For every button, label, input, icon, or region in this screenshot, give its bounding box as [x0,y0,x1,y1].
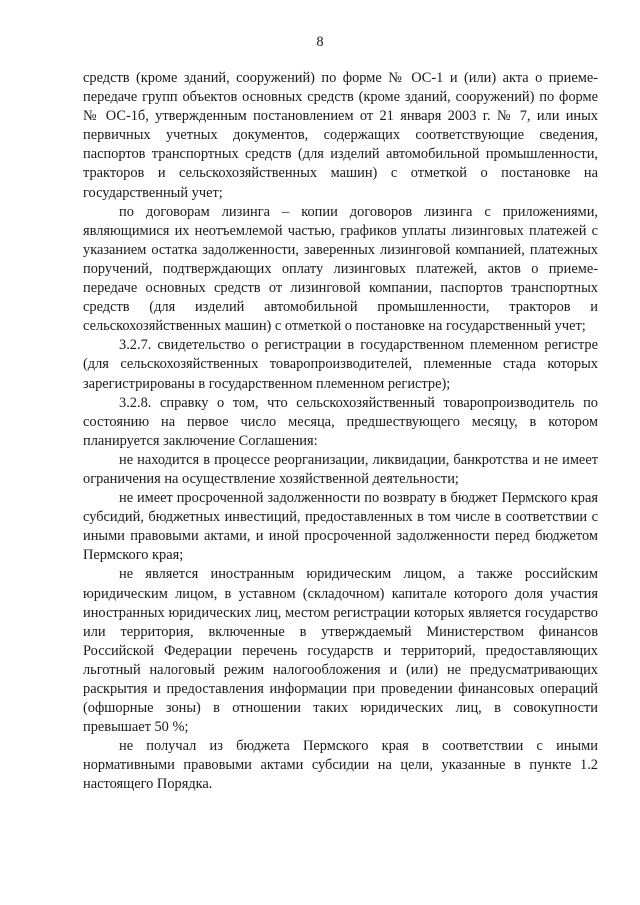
page-number: 8 [316,34,324,50]
paragraph-no-reorganization: не находится в процессе реорганизации, ликвидации, банкротства и не имеет ограничения на осуществление хозяйственной деятельности; [83,451,598,487]
paragraph-3-2-7: 3.2.7. свидетельство о регистрации в государственном племенном регистре (для сельскохозяйственных товаропроизводителей, племенные стада которых зарегистрированы в государственном племенном регистре); [83,337,598,392]
paragraph-no-other-subsidies: не получал из бюджета Пермского края в соответствии с иными нормативными правовыми актами субсидии на цели, указанные в пункте 1.2 настоящего Порядка. [83,738,598,793]
paragraph-continuation: средств (кроме зданий, сооружений) по форме № ОС-1 и (или) акта о приеме-передаче групп объектов основных средств (кроме зданий, сооружений) по форме № ОС-1б, утвержденным постановлением от 21 января 2003 г. № 7, или иных первичных учетных документов, содержащих соответствующие сведения, паспортов транспортных средств (для изделий автомобильной промышленности, тракторов и сельскохозяйственных машин) с отметкой о постановке на государственный учет; [83,70,598,201]
paragraph-no-overdue-debt: не имеет просроченной задолженности по возврату в бюджет Пермского края субсидий, бюджетных инвестиций, предоставленных в том числе в соответствии с иными правовыми актами, и иной просроченной задолженности перед бюджетом Пермского края; [83,490,598,564]
document-body [83,69,598,795]
paragraph-leasing-documents: по договорам лизинга – копии договоров лизинга с приложениями, являющимися их неотъемлемой частью, графиков уплаты лизинговых платежей с указанием остатка задолженности, заверенных лизинговой компанией, платежных поручений, подтверждающих оплату лизинговых платежей, актов о приеме-передаче основных средств от лизинговой компании, паспортов транспортных средств (для изделий автомобильной промышленности, тракторов и сельскохозяйственных машин) с отметкой о постановке на государственный учет; [83,203,598,335]
paragraph-not-foreign-entity: не является иностранным юридическим лицом, а также российским юридическим лицом, в уставном (складочном) капитале которого доля участия иностранных юридических лиц, местом регистрации которых является государство или территория, включенные в утверждаемый Министерством финансов Российской Федерации перечень государств и территорий, предоставляющих льготный налоговый режим налогообложения и (или) не предусматривающих раскрытия и предоставления информации при проведении финансовых операций (офшорные зоны) в отношении таких юридических лиц, в совокупности превышает 50 %; [83,566,598,736]
paragraph-3-2-8: 3.2.8. справку о том, что сельскохозяйственный товаропроизводитель по состоянию на первое число месяца, предшествующего месяцу, в котором планируется заключение Соглашения: [83,394,598,449]
